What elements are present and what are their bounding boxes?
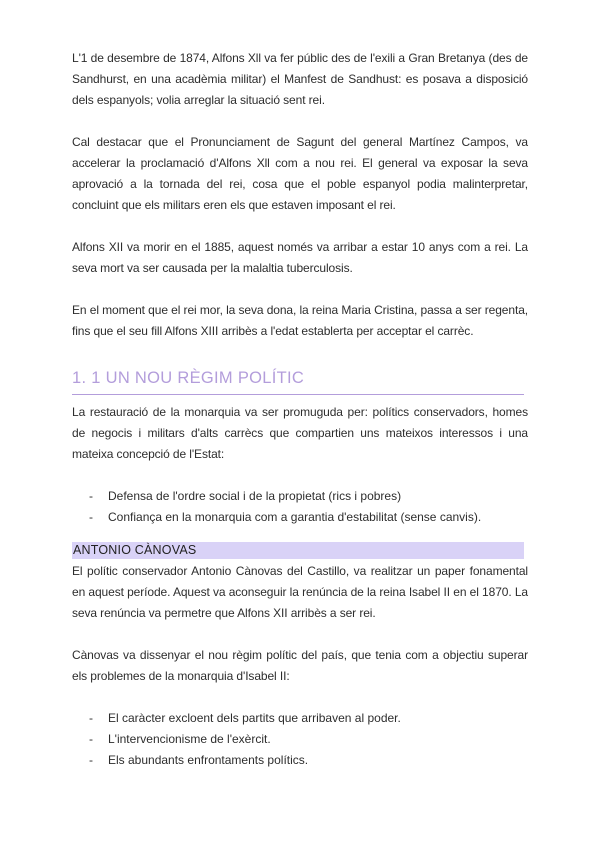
- list-item: - Defensa de l'ordre social i de la propietat (rics i pobres): [72, 486, 528, 507]
- paragraph-canovas-role: El polític conservador Antonio Cànovas del Castillo, va realitzar un paper fonamental en aquest període. Aquest va aconseguir la renúncia de la reina Isabel II en el 1870. La seva renúncia va permetre que Alfons XII arribès a ser rei.: [72, 564, 528, 620]
- paragraph-king-death: Alfons XII va morir en el 1885, aquest només va arribar a estar 10 anys com a rei. La seva mort va ser causada per la malaltia tuberculosis.: [72, 240, 528, 275]
- bullet-dash: -: [89, 489, 93, 503]
- principles-list: [72, 486, 528, 528]
- list-item: - El caràcter excloent dels partits que arribaven al poder.: [72, 708, 528, 729]
- bullet-dash: -: [89, 510, 93, 524]
- bullet-dash: -: [89, 732, 93, 746]
- section-intro: La restauració de la monarquia va ser promuguda per: polítics conservadors, homes de negocis i militars d'alts carrècs que compartien uns mateixos interessos i una mateixa concepció de l'Estat:: [72, 405, 528, 461]
- list-item: - Confiança en la monarquia com a garantia d'estabilitat (sense canvis).: [72, 507, 528, 528]
- bullet-dash: -: [89, 711, 93, 725]
- bullet-dash: -: [89, 753, 93, 767]
- paragraph-regency: En el moment que el rei mor, la seva dona, la reina Maria Cristina, passa a ser regenta, fins que el seu fill Alfons XIII arribès a l'edat establerta per acceptar el carrèc.: [72, 303, 528, 338]
- paragraph-canovas-design: Cànovas va dissenyar el nou règim polític del país, que tenia com a objectiu superar els problemes de la monarquia d'Isabel II:: [72, 648, 528, 683]
- paragraph-exile-manifest: L'1 de desembre de 1874, Alfons Xll va fer públic des de l'exili a Gran Bretanya (des de Sandhurst, en una acadèmia militar) el Manfest de Sandhust: es posava a disposició dels espanyols; volia arreglar la situació sent rei.: [72, 51, 528, 107]
- paragraph-sagunt-pronouncement: Cal destacar que el Pronunciament de Sagunt del general Martínez Campos, va accelerar la proclamació d'Alfons Xll com a nou rei. El general va exposar la seva aprovació a la tornada del rei, cosa que el poble espanyol podia malinterpretar, concluint que els militars eren els que estaven imposant el rei.: [72, 135, 528, 212]
- section-heading-text: 1. 1 UN NOU RÈGIM POLÍTIC: [72, 369, 305, 387]
- subsection-heading: ANTONIO CÀNOVAS: [72, 542, 524, 559]
- section-heading: [72, 366, 524, 395]
- problems-list: [72, 708, 528, 771]
- list-item: - L'intervencionisme de l'exèrcit.: [72, 729, 528, 750]
- list-item: - Els abundants enfrontaments polítics.: [72, 750, 528, 771]
- page-content: [72, 48, 528, 771]
